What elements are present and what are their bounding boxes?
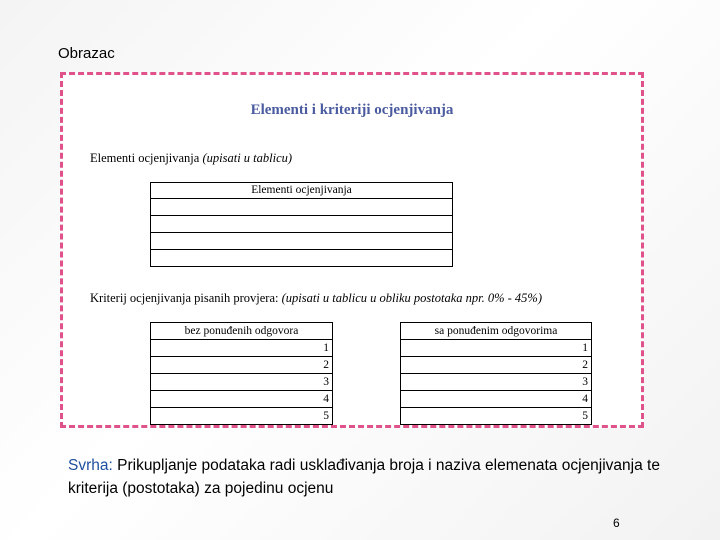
form-image-frame — [60, 72, 644, 428]
grade-cell: 2 — [401, 357, 592, 374]
grade-cell: 5 — [151, 408, 333, 425]
criteria-left-header: bez ponuđenih odgovora — [151, 323, 333, 340]
grade-cell: 1 — [401, 340, 592, 357]
slide-title: Obrazac — [58, 45, 115, 62]
grade-cell: 3 — [151, 374, 333, 391]
purpose-label: Svrha: — [68, 457, 113, 474]
criteria-label: Kriterij ocjenjivanja pisanih provjera: — [90, 291, 279, 305]
grade-cell: 4 — [401, 391, 592, 408]
elements-table-header: Elementi ocjenjivanja — [151, 183, 453, 199]
grade-cell: 3 — [401, 374, 592, 391]
criteria-right-header: sa ponuđenim odgovorima — [401, 323, 592, 340]
elements-hint: (upisati u tablicu) — [202, 151, 293, 165]
elements-table-row — [151, 199, 453, 216]
elements-label: Elementi ocjenjivanja — [90, 151, 200, 165]
form-title: Elementi i kriteriji ocjenjivanja — [250, 102, 454, 118]
purpose-text — [68, 454, 668, 500]
criteria-heading — [90, 291, 542, 306]
criteria-table-with-offered-answers — [400, 322, 592, 425]
grade-cell: 1 — [151, 340, 333, 357]
grade-cell: 2 — [151, 357, 333, 374]
elements-table-row — [151, 233, 453, 250]
criteria-hint: (upisati u tablicu u obliku postotaka npr. 0% - 45%) — [281, 291, 543, 305]
page-number: 6 — [613, 516, 620, 530]
elements-heading — [90, 151, 292, 166]
elements-table — [150, 182, 453, 267]
grade-cell: 4 — [151, 391, 333, 408]
elements-table-row — [151, 250, 453, 267]
elements-table-row — [151, 216, 453, 233]
grade-cell: 5 — [401, 408, 592, 425]
criteria-table-without-offered-answers — [150, 322, 333, 425]
purpose-description: Prikupljanje podataka radi usklađivanja broja i naziva elemenata ocjenjivanja te kriterija (postotaka) za pojedinu ocjenu — [68, 457, 660, 497]
